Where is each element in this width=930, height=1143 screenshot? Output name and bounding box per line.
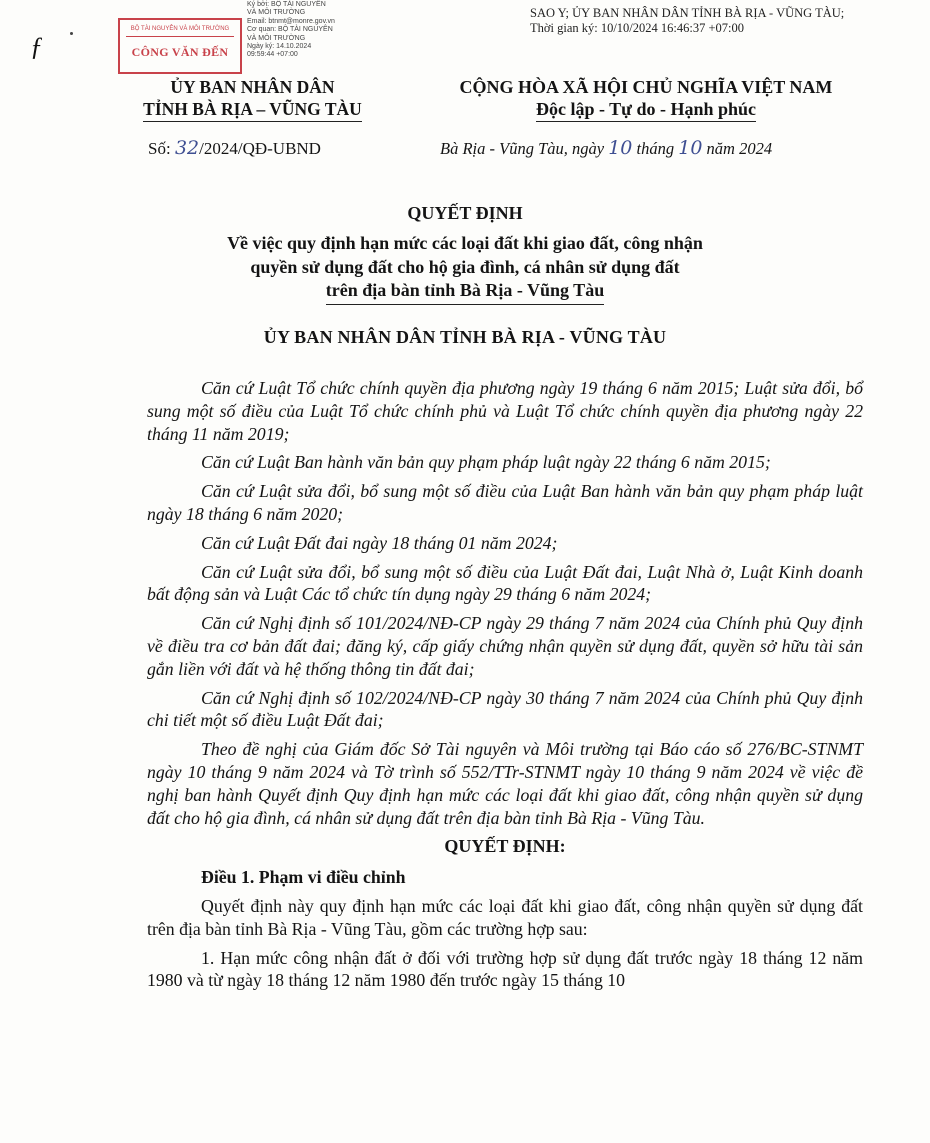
- signature-meta-line: VÀ MÔI TRƯỜNG: [247, 9, 306, 17]
- legal-basis: Căn cứ Luật Ban hành văn bản quy phạm pháp luật ngày 22 tháng 6 năm 2015;: [201, 452, 771, 473]
- incoming-stamp: [118, 18, 242, 74]
- date-place: Bà Rịa - Vũng Tàu, ngày: [440, 139, 605, 158]
- issuer-line2: TỈNH BÀ RỊA – VŨNG TÀU: [143, 98, 362, 122]
- subtitle-line: quyền sử dụng đất cho hộ gia đình, cá nhân sử dụng đất: [250, 256, 680, 277]
- copy-note-line1: SAO Y; ỦY BAN NHÂN DÂN TỈNH BÀ RỊA - VŨNG TÀU;: [530, 6, 845, 20]
- doc-number-suffix: /2024/QĐ-UBND: [199, 139, 321, 158]
- issuer-header: [130, 76, 375, 122]
- decision-heading: QUYẾT ĐỊNH:: [444, 836, 566, 857]
- signature-meta-line: Ngày ký: 14.10.2024: [247, 43, 312, 51]
- document-title: QUYẾT ĐỊNH: [407, 203, 523, 223]
- legal-basis: Căn cứ Luật Tổ chức chính quyền địa phương ngày 19 tháng 6 năm 2015; Luật sửa đổi, bổ sung một số điều của Luật Tổ chức chính phủ và Luật Tổ chức chính quyền địa phương ngày 22 tháng 11 năm 2019;: [147, 378, 863, 444]
- national-title: CỘNG HÒA XÃ HỘI CHỦ NGHĨA VIỆT NAM: [459, 77, 833, 97]
- ink-dot: [70, 32, 73, 35]
- signature-metadata: [247, 1, 402, 60]
- signature-meta-line: Ký bởi: BỘ TÀI NGUYÊN: [247, 1, 326, 8]
- subtitle-line: Về việc quy định hạn mức các loại đất khi giao đất, công nhận: [227, 233, 703, 253]
- national-motto: Độc lập - Tự do - Hạnh phúc: [536, 98, 756, 122]
- signature-meta-line: 09:59:44 +07:00: [247, 51, 298, 59]
- article1-heading: Điều 1. Phạm vi điều chỉnh: [201, 867, 406, 888]
- date-month-label: tháng: [636, 139, 675, 158]
- document-body: [147, 377, 863, 998]
- document-number: [148, 137, 321, 159]
- copy-note: [530, 6, 844, 36]
- copy-note-line2: Thời gian ký: 10/10/2024 16:46:37 +07:00: [530, 21, 745, 35]
- legal-basis: Căn cứ Luật sửa đổi, bổ sung một số điều của Luật Đất đai, Luật Nhà ở, Luật Kinh doanh bất động sản và Luật Các tổ chức tín dụng ngày 29 tháng 6 năm 2024;: [147, 561, 863, 605]
- doc-number-prefix: Số:: [148, 139, 171, 158]
- date-month-handwritten: 10: [678, 137, 703, 159]
- doc-number-handwritten: 32: [174, 137, 200, 159]
- article1-item1: 1. Hạn mức công nhận đất ở đối với trường hợp sử dụng đất trước ngày 18 tháng 12 năm 1980 và từ ngày 18 tháng 12 năm 1980 đến trước ngày 15 tháng 10: [147, 947, 863, 991]
- handwritten-mark: ƒ: [30, 32, 43, 61]
- national-header: [416, 76, 876, 122]
- stamp-agency: BỘ TÀI NGUYÊN VÀ MÔI TRƯỜNG: [126, 25, 234, 37]
- signature-meta-line: VÀ MÔI TRƯỜNG: [247, 34, 306, 42]
- stamp-label: CÔNG VĂN ĐẾN: [131, 45, 229, 59]
- signature-meta-line: Email: btnmt@monre.gov.vn: [247, 17, 335, 25]
- date-line: [440, 137, 772, 159]
- legal-basis: Căn cứ Nghị định số 102/2024/NĐ-CP ngày 30 tháng 7 năm 2024 của Chính phủ Quy định chi tiết một số điều Luật Đất đai;: [147, 687, 863, 731]
- legal-basis: Căn cứ Luật Đất đai ngày 18 tháng 01 năm 2024;: [201, 532, 558, 553]
- date-day-handwritten: 10: [608, 137, 633, 159]
- issuing-authority: ỦY BAN NHÂN DÂN TỈNH BÀ RỊA - VŨNG TÀU: [263, 327, 667, 347]
- subtitle-line: trên địa bàn tỉnh Bà Rịa - Vũng Tàu: [326, 279, 604, 305]
- legal-basis: Căn cứ Nghị định số 101/2024/NĐ-CP ngày 29 tháng 7 năm 2024 của Chính phủ Quy định về điều tra cơ bản đất đai; đăng ký, cấp giấy chứng nhận quyền sử dụng đất, quyền sở hữu tài sản gắn liền với đất và hệ thống thông tin đất đai;: [147, 613, 863, 679]
- signature-meta-line: Cơ quan: BỘ TÀI NGUYÊN: [247, 26, 333, 34]
- legal-basis: Theo đề nghị của Giám đốc Sở Tài nguyên và Môi trường tại Báo cáo số 276/BC-STNMT ngày 10 tháng 9 năm 2024 và Tờ trình số 552/TTr-STNMT ngày 10 tháng 9 năm 2024 về việc đề nghị ban hành Quyết định Quy định hạn mức các loại đất khi giao đất, công nhận quyền sử dụng đất cho hộ gia đình, cá nhân sử dụng đất trên địa bàn tỉnh Bà Rịa - Vũng Tàu.: [147, 739, 863, 828]
- document-subtitle: [0, 232, 930, 305]
- date-year: năm 2024: [706, 139, 773, 158]
- legal-basis: Căn cứ Luật sửa đổi, bổ sung một số điều của Luật Ban hành văn bản quy phạm pháp luật ngày 18 tháng 6 năm 2020;: [147, 481, 863, 524]
- issuer-line1: ỦY BAN NHÂN DÂN: [170, 77, 335, 97]
- article1-intro: Quyết định này quy định hạn mức các loại đất khi giao đất, công nhận quyền sử dụng đất trên địa bàn tỉnh Bà Rịa - Vũng Tàu, gồm các trường hợp sau:: [147, 895, 863, 939]
